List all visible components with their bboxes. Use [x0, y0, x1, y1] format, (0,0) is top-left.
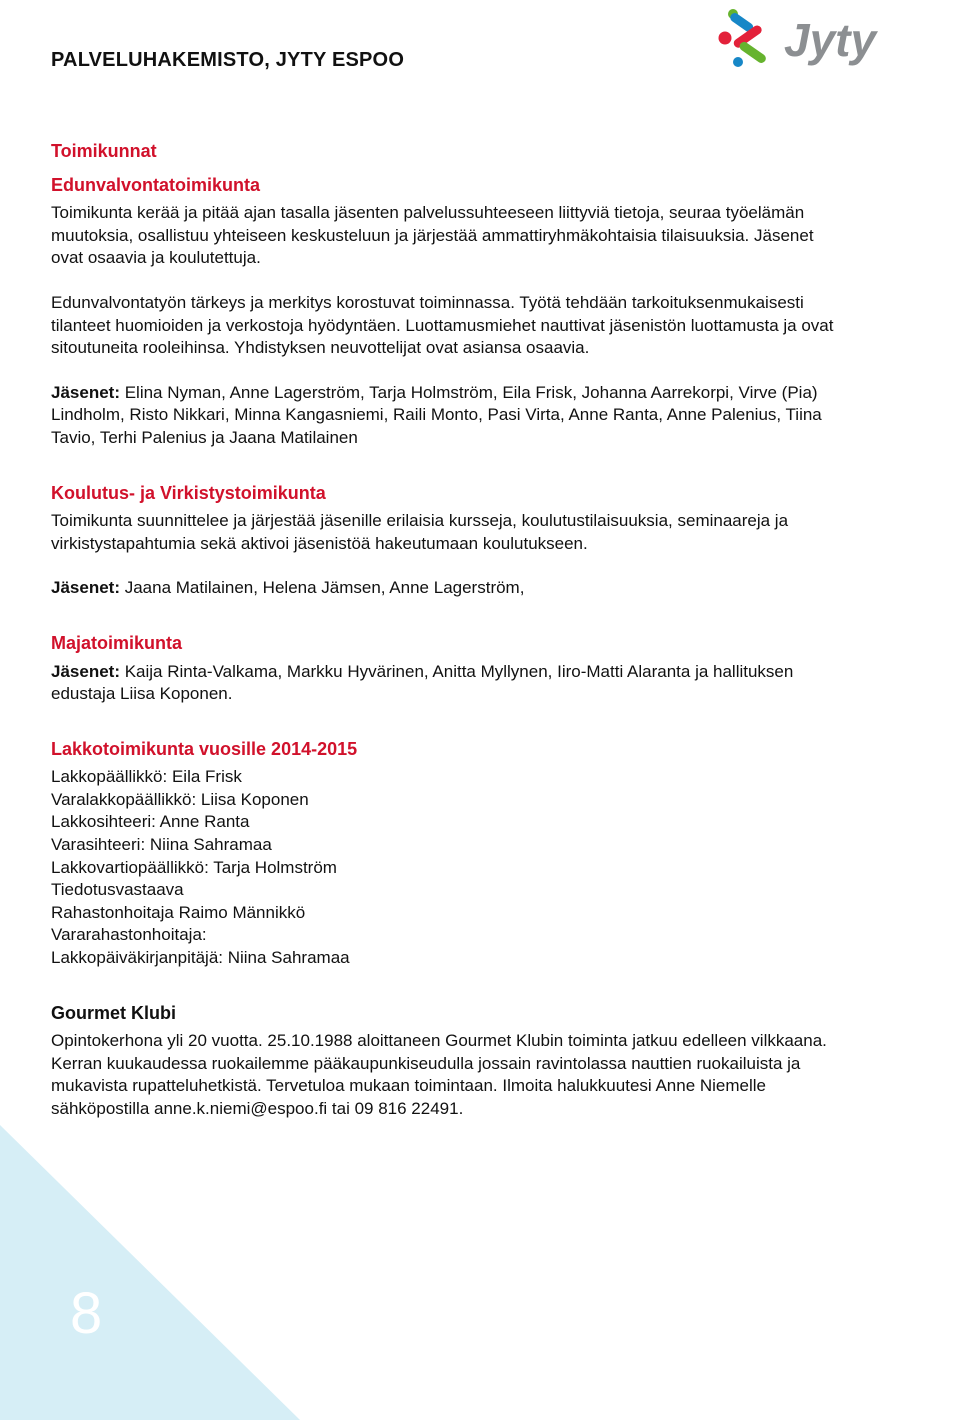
paragraph-line: muutoksia, osallistuu yhteiseen keskusteluun ja järjestää ammattiryhmäkohtaisia tilaisuuksia. Jäsenet — [51, 225, 814, 245]
role-line: Lakkosihteeri: Anne Ranta — [51, 812, 250, 832]
role-line: Lakkovartiopäällikkö: Tarja Holmström — [51, 857, 337, 877]
role-line: Rahastonhoitaja Raimo Männikkö — [51, 902, 306, 922]
paragraph-line: tilanteet huomioiden ja verkostoja hyödyntäen. Luottamusmiehet nauttivat jäsenistön luottamusta ja ovat — [51, 315, 834, 335]
logo-wordmark: Jyty — [784, 14, 877, 66]
heading-koulutus-virkistystoimikunta: Koulutus- ja Virkistystoimikunta — [51, 482, 326, 503]
page-header-title: PALVELUHAKEMISTO, JYTY ESPOO — [51, 49, 405, 71]
heading-majatoimikunta: Majatoimikunta — [51, 632, 183, 653]
members-line: Tavio, Terhi Palenius ja Jaana Matilainen — [51, 427, 358, 447]
members-text: Kaija Rinta-Valkama, Markku Hyvärinen, Anitta Myllynen, Iiro-Matti Alaranta ja hallituksen — [119, 661, 794, 681]
paragraph-line: Opintokerhona yli 20 vuotta. 25.10.1988 aloittaneen Gourmet Klubin toiminta jatkuu edelleen vilkkaana. — [51, 1031, 827, 1051]
page-number: 8 — [70, 1281, 103, 1346]
role-line: Varasihteeri: Niina Sahramaa — [51, 835, 272, 855]
members-line — [51, 661, 956, 684]
members-line — [51, 382, 956, 405]
corner-decoration — [0, 1120, 560, 1420]
section-heading-toimikunnat: Toimikunnat — [51, 141, 157, 161]
heading-lakkotoimikunta: Lakkotoimikunta vuosille 2014-2015 — [51, 738, 358, 759]
heading-gourmet-klubi: Gourmet Klubi — [51, 1002, 176, 1023]
role-line: Lakkopäällikkö: Eila Frisk — [51, 767, 242, 787]
paragraph-line: virkistystapahtumia sekä aktivoi jäsenistöä hakeutumaan koulutukseen. — [51, 533, 588, 553]
paragraph-line: ovat osaavia ja koulutettuja. — [51, 248, 261, 268]
paragraph-line: Kerran kuukaudessa ruokailemme pääkaupunkiseudulla jossain ravintolassa nauttien ruokailuista ja — [51, 1053, 801, 1073]
logo-mark-icon — [719, 9, 768, 67]
role-line: Varalakkopäällikkö: Liisa Koponen — [51, 789, 309, 809]
paragraph-line: sitoutuneita rooleihinsa. Yhdistyksen neuvottelijat ovat asiansa osaavia. — [51, 338, 590, 358]
main-content — [51, 140, 956, 1121]
members-text: Jaana Matilainen, Helena Jämsen, Anne Lagerström, — [119, 578, 525, 598]
jyty-logo — [712, 4, 898, 74]
paragraph-line: Toimikunta kerää ja pitää ajan tasalla jäsenten palvelussuhteeseen liittyviä tietoja, seuraa työelämän — [51, 203, 805, 223]
members-label: Jäsenet: — [51, 382, 120, 402]
members-text: Elina Nyman, Anne Lagerström, Tarja Holmström, Eila Frisk, Johanna Aarrekorpi, Virve (Pia) — [119, 382, 818, 402]
paragraph-line: Edunvalvontatyön tärkeys ja merkitys korostuvat toiminnassa. Työtä tehdään tarkoituksenmukaisesti — [51, 292, 804, 312]
role-line: Lakkopäiväkirjanpitäjä: Niina Sahramaa — [51, 948, 350, 968]
heading-edunvalvontatoimikunta: Edunvalvontatoimikunta — [51, 174, 261, 195]
members-line: edustaja Liisa Koponen. — [51, 684, 233, 704]
paragraph-line: mukavista rupatteluhetkistä. Tervetuloa mukaan toimintaan. Ilmoita halukkuutesi Anne Niemelle — [51, 1076, 767, 1096]
members-line: Lindholm, Risto Nikkari, Minna Kangasniemi, Raili Monto, Pasi Virta, Anne Ranta, Anne Palenius, Tiina — [51, 405, 822, 425]
role-line: Vararahastonhoitaja: — [51, 925, 207, 945]
paragraph-line: Toimikunta suunnittelee ja järjestää jäsenille erilaisia kursseja, koulutustilaisuuksia, seminaareja ja — [51, 511, 789, 531]
role-line: Tiedotusvastaava — [51, 880, 184, 900]
paragraph-line: sähköpostilla anne.k.niemi@espoo.fi tai 09 816 22491. — [51, 1099, 464, 1118]
members-label: Jäsenet: — [51, 661, 120, 681]
members-label: Jäsenet: — [51, 578, 120, 598]
members-line — [51, 577, 956, 600]
